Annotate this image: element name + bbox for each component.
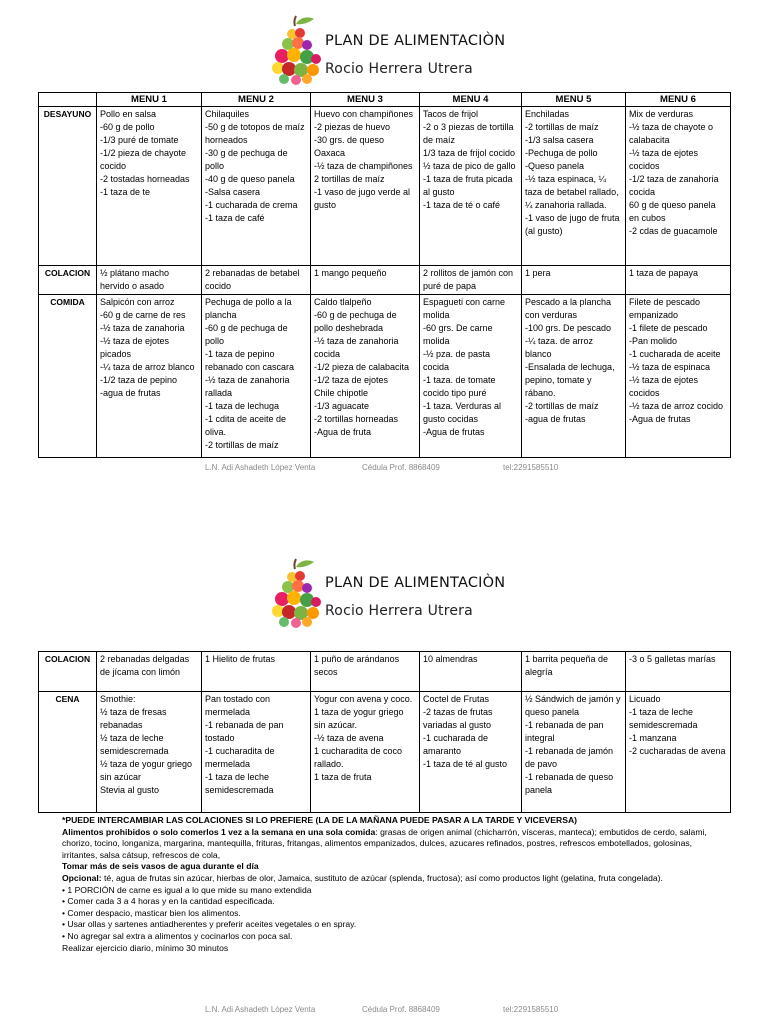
table-row-colacion — [39, 266, 731, 295]
menu-header: MENU 2 — [202, 93, 311, 107]
menu-header: MENU 4 — [420, 93, 522, 107]
table-cell: -3 o 5 galletas marías — [626, 652, 731, 692]
table-cell: Espagueti con carne molida -60 grs. De carne molida -½ pza. de pasta cocida -1 taza. de tomate cocido tipo puré -1 taza. Verduras al gusto cocidas -Agua de frutas — [420, 295, 522, 458]
table-row-comida — [39, 295, 731, 458]
table-cell: 2 rollitos de jamón con puré de papa — [420, 266, 522, 295]
table-cell: Pollo en salsa -60 g de pollo -1/3 puré de tomate -1/2 pieza de chayote cocido -2 tostadas horneadas -1 taza de te — [97, 107, 202, 266]
nutritionist-name: L.N. Adi Ashadeth López Venta — [205, 463, 316, 472]
menu-table-1 — [38, 92, 731, 458]
menu-header: MENU 1 — [97, 93, 202, 107]
table-cell: Huevo con champiñones -2 piezas de huevo -30 grs. de queso Oaxaca -½ taza de champiñones 2 tortillas de maíz -1 vaso de jugo verde al gusto — [311, 107, 420, 266]
table-cell: Filete de pescado empanizado -1 filete de pescado -Pan molido -1 cucharada de aceite -½ taza de espinaca -½ taza de ejotes cocidos -½ taza de arroz cocido -Agua de frutas — [626, 295, 731, 458]
table-cell: 1 barrita pequeña de alegría — [522, 652, 626, 692]
row-label: DESAYUNO — [39, 107, 97, 266]
bullet-item: • Usar ollas y sartenes antiadherentes y preferir aceites vegetales o en spray. — [62, 919, 357, 930]
table-cell: Yogur con avena y coco. 1 taza de yogur griego sin azúcar. -½ taza de avena 1 cucharadita de coco rallado. 1 taza de fruta — [311, 692, 420, 813]
page-title: PLAN DE ALIMENTACIÒN — [325, 33, 506, 49]
table-cell: 1 mango pequeño — [311, 266, 420, 295]
corner-cell — [39, 93, 97, 107]
table-cell: Mix de verduras -½ taza de chayote o calabacita -½ taza de ejotes cocidos -1/2 taza de zanahoria cocida 60 g de queso panela en cubos -2 cdas de guacamole — [626, 107, 731, 266]
table-cell: Chilaquiles -50 g de totopos de maíz horneados -30 g de pechuga de pollo -40 g de queso panela -Salsa casera -1 cucharada de crema -1 taza de café — [202, 107, 311, 266]
prohibited-foods-note: Alimentos prohibidos o solo comerlos 1 vez a la semana en una sola comida: grasas de origen animal (chicharrón, vísceras, manteca); embutidos de cerdo, salami, chorizo, tocino, longaniza, margarina, mantequilla, frituras, fritangas, alimentos empanizados, dulces, azucares refinados, postres, refrescos embotellados, golosinas, irritantes, salsa cátsup, refrescos de cola, — [62, 826, 707, 860]
table-cell: Pescado a la plancha con verduras -100 grs. De pescado -¼ taza. de arroz blanco -Ensalada de lechuga, pepino, tomate y rábano. -2 tortillas de maíz -agua de frutas — [522, 295, 626, 458]
row-label: CENA — [39, 692, 97, 813]
phone-number: tel:2291585510 — [503, 1005, 559, 1014]
bullet-item: • Comer despacio, masticar bien los alimentos. — [62, 907, 241, 918]
table-cell: 1 puño de arándanos secos — [311, 652, 420, 692]
row-label: COLACION — [39, 266, 97, 295]
bullet-item: • No agregar sal extra a alimentos y cocinarlos con poca sal. — [62, 930, 293, 941]
table-cell: Pan tostado con mermelada -1 rebanada de pan tostado -1 cucharadita de mermelada -1 taza de leche semidescremada — [202, 692, 311, 813]
table-cell: 1 taza de papaya — [626, 266, 731, 295]
table-cell: Caldo tlalpeño -60 g de pechuga de pollo deshebrada -½ taza de zanahoria cocida -1/2 pieza de calabacita -1/2 taza de ejotes Chile chipotle -1/3 aguacate -2 tortillas horneadas -Agua de fruta — [311, 295, 420, 458]
menu-header: MENU 5 — [522, 93, 626, 107]
table-cell: 2 rebanadas delgadas de jícama con limón — [97, 652, 202, 692]
table-cell: 1 Hielito de frutas — [202, 652, 311, 692]
table-row-colacion — [39, 652, 731, 692]
cedula-number: Cédula Prof. 8868409 — [362, 463, 440, 472]
table-cell: Enchiladas -2 tortillas de maíz -1/3 salsa casera -Pechuga de pollo -Queso panela -½ taza espinaca, ¼ taza de betabel rallado, ¼ zanahoria rallada. -1 vaso de jugo de fruta (al gusto) — [522, 107, 626, 266]
phone-number: tel:2291585510 — [503, 463, 559, 472]
patient-name: Rocio Herrera Utrera — [325, 603, 473, 619]
menu-header: MENU 6 — [626, 93, 731, 107]
patient-name: Rocio Herrera Utrera — [325, 61, 473, 77]
row-label: COMIDA — [39, 295, 97, 458]
menu-table-2 — [38, 651, 731, 813]
menu-header-row — [39, 93, 731, 107]
cedula-number: Cédula Prof. 8868409 — [362, 1005, 440, 1014]
table-cell: 10 almendras — [420, 652, 522, 692]
table-cell: Salpicón con arroz -60 g de carne de res -½ taza de zanahoria -½ taza de ejotes picados -¼ taza de arroz blanco -1/2 taza de pepino -agua de frutas — [97, 295, 202, 458]
nutritionist-name: L.N. Adi Ashadeth López Venta — [205, 1005, 316, 1014]
table-cell: Tacos de frijol -2 o 3 piezas de tortilla de maíz 1/3 taza de frijol cocido ½ taza de pico de gallo -1 taza de fruta picada al gusto -1 taza de té o café — [420, 107, 522, 266]
table-cell: Pechuga de pollo a la plancha -60 g de pechuga de pollo -1 taza de pepino rebanado con cascara -½ taza de zanahoria rallada -1 taza de lechuga -1 cdita de aceite de oliva. -2 tortillas de maíz — [202, 295, 311, 458]
table-cell: Coctel de Frutas -2 tazas de frutas variadas al gusto -1 cucharada de amaranto -1 taza de té al gusto — [420, 692, 522, 813]
row-label: COLACION — [39, 652, 97, 692]
table-cell: ½ Sándwich de jamón y queso panela -1 rebanada de pan integral -1 rebanada de jamón de pavo -1 rebanada de queso panela — [522, 692, 626, 813]
table-row-desayuno — [39, 107, 731, 266]
water-note: Tomar más de seis vasos de agua durante el día — [62, 861, 259, 872]
pear-fruits-logo — [270, 557, 322, 629]
notes-section — [62, 815, 712, 954]
table-cell: Smothie: ½ taza de fresas rebanadas ½ taza de leche semidescremada ½ taza de yogur griego sin azúcar Stevia al gusto — [97, 692, 202, 813]
table-cell: Licuado -1 taza de leche semidescremada -1 manzana -2 cucharadas de avena — [626, 692, 731, 813]
table-cell: ½ plátano macho hervido o asado — [97, 266, 202, 295]
table-row-cena — [39, 692, 731, 813]
pear-fruits-logo — [270, 14, 322, 86]
bullet-item: • 1 PORCIÓN de carne es igual a lo que mide su mano extendida — [62, 884, 312, 895]
exercise-note: Realizar ejercicio diario, mínimo 30 minutos — [62, 942, 229, 953]
bullet-item: • Comer cada 3 a 4 horas y en la cantidad especificada. — [62, 896, 275, 907]
optional-note: Opcional: té, agua de frutas sin azúcar, hierbas de olor, Jamaica, sustituto de azúcar (splenda, fructosa); así como productos light (gelatina, fruta congelada). — [62, 872, 663, 883]
colaciones-note: *PUEDE INTERCAMBIAR LAS COLACIONES SI LO PREFIERE (LA DE LA MAÑANA PUEDE PASAR A LA TARDE Y VICEVERSA) — [62, 815, 578, 825]
menu-header: MENU 3 — [311, 93, 420, 107]
page-title: PLAN DE ALIMENTACIÒN — [325, 575, 506, 591]
table-cell: 2 rebanadas de betabel cocido — [202, 266, 311, 295]
table-cell: 1 pera — [522, 266, 626, 295]
